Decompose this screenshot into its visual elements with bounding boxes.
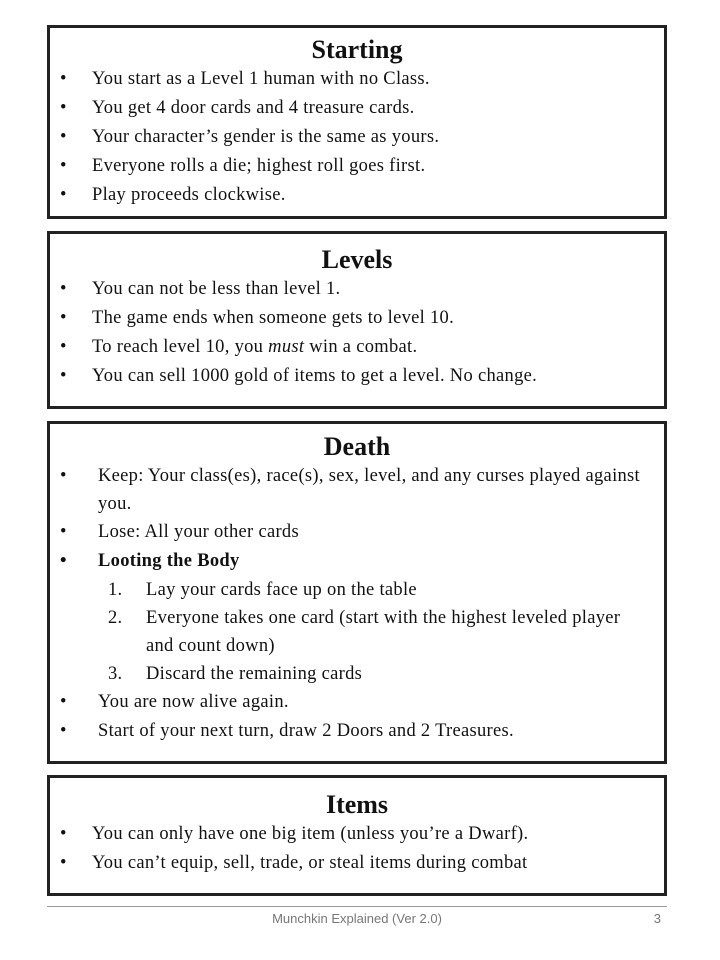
list-item: • You can only have one big item (unless you’re a Dwarf). xyxy=(50,820,664,849)
list-item: • You can sell 1000 gold of items to get a level. No change. xyxy=(50,362,664,391)
list-item: • Play proceeds clockwise. xyxy=(50,181,664,210)
step-number: 2. xyxy=(108,608,123,628)
step-number: 1. xyxy=(108,580,123,600)
step-item xyxy=(50,576,664,604)
items-list xyxy=(50,820,664,878)
death-title: Death xyxy=(323,432,391,461)
list-item: • Keep: Your class(es), race(s), sex, level, and any curses played against you. xyxy=(50,462,664,518)
list-item: • Lose: All your other cards xyxy=(50,518,664,547)
list-item: • You are now alive again. xyxy=(50,688,664,717)
death-list xyxy=(50,462,664,576)
page-number: 3 xyxy=(653,911,661,926)
list-item: • You get 4 door cards and 4 treasure cards. xyxy=(50,94,664,123)
looting-heading: • Looting the Body xyxy=(50,547,664,576)
starting-list xyxy=(50,65,664,210)
step-text: Lay your cards face up on the table xyxy=(146,580,417,600)
starting-card xyxy=(47,25,667,219)
step-text: Discard the remaining cards xyxy=(146,664,363,684)
items-card xyxy=(47,775,667,896)
death-list-continued xyxy=(50,688,664,746)
step-item xyxy=(50,604,664,660)
list-item: • Your character’s gender is the same as yours. xyxy=(50,123,664,152)
list-item: • Start of your next turn, draw 2 Doors and 2 Treasures. xyxy=(50,717,664,746)
items-title: Items xyxy=(325,790,389,819)
step-item xyxy=(50,660,664,688)
looting-steps xyxy=(50,576,664,688)
emphasis-text: must xyxy=(268,337,305,357)
list-item xyxy=(50,333,664,362)
death-card xyxy=(47,421,667,764)
list-item: • You can not be less than level 1. xyxy=(50,275,664,304)
starting-title: Starting xyxy=(311,35,403,64)
list-item: • You start as a Level 1 human with no Class. xyxy=(50,65,664,94)
list-item: • The game ends when someone gets to level 10. xyxy=(50,304,664,333)
step-number: 3. xyxy=(108,664,123,684)
list-item: • Everyone rolls a die; highest roll goes first. xyxy=(50,152,664,181)
footer-title: Munchkin Explained (Ver 2.0) xyxy=(272,911,442,926)
levels-list xyxy=(50,275,664,391)
list-item-text: To reach level 10, you xyxy=(92,337,269,357)
step-text: Everyone takes one card (start with the highest leveled player and count down) xyxy=(146,608,621,656)
list-item-text: win a combat. xyxy=(304,337,418,357)
levels-card xyxy=(47,231,667,409)
levels-title: Levels xyxy=(321,245,393,274)
list-item: • You can’t equip, sell, trade, or steal items during combat xyxy=(50,849,664,878)
page-footer xyxy=(47,906,667,935)
